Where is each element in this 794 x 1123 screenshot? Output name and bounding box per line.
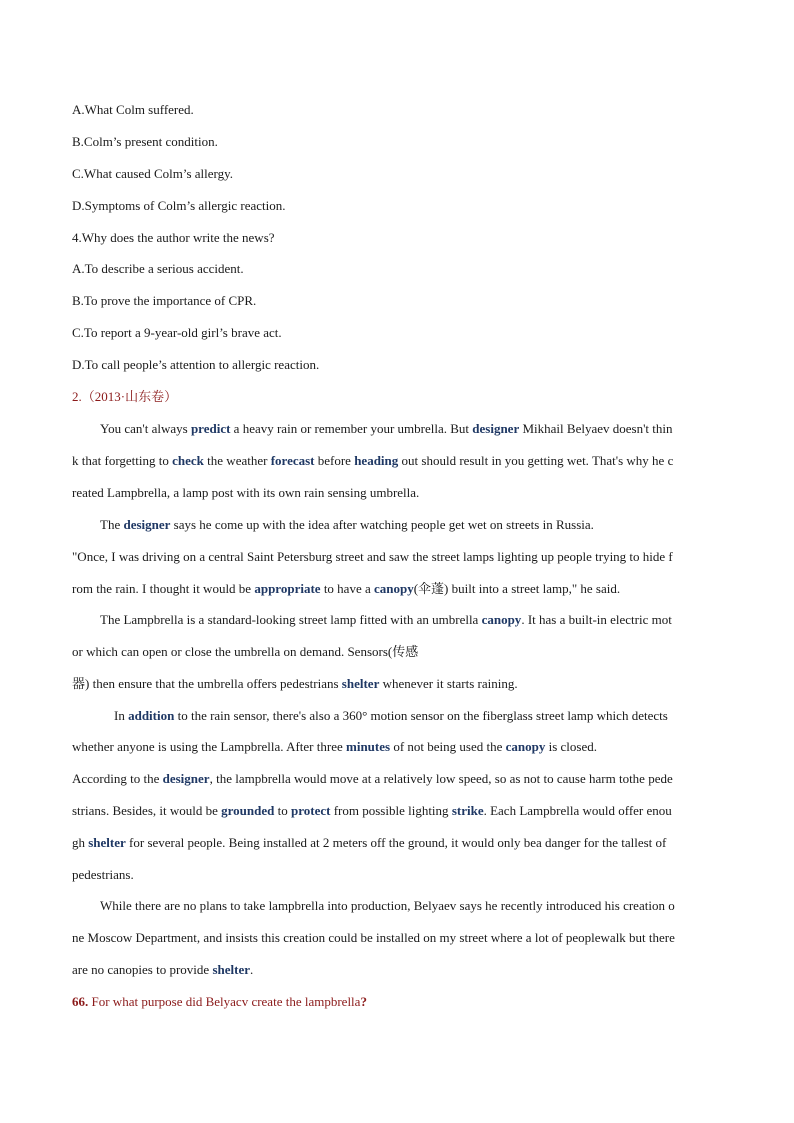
keyword: strike bbox=[451, 803, 484, 818]
q4-option-a: A.To describe a serious accident. bbox=[72, 261, 244, 276]
keyword: predict bbox=[190, 421, 231, 436]
keyword: grounded bbox=[221, 803, 275, 818]
passage-line: While there are no plans to take lampbrella into production, Belyaev says he recently introduced his creation o bbox=[100, 898, 675, 913]
passage-line: 器) then ensure that the umbrella offers pedestrians shelter whenever it starts raining. bbox=[72, 676, 518, 691]
keyword: appropriate bbox=[254, 581, 321, 596]
question-number: 66. bbox=[72, 994, 89, 1009]
passage-line: rom the rain. I thought it would be appropriate to have a canopy(伞蓬) built into a street lamp," he said. bbox=[72, 581, 621, 596]
passage-line: strians. Besides, it would be grounded to protect from possible lighting strike. Each Lampbrella would offer enou bbox=[72, 803, 672, 818]
question-text: For what purpose did Belyacv create the lampbrella bbox=[88, 994, 361, 1009]
question-mark: ? bbox=[360, 994, 367, 1009]
passage-line: are no canopies to provide shelter. bbox=[72, 962, 254, 977]
keyword: shelter bbox=[341, 676, 380, 691]
passage-line: The designer says he come up with the idea after watching people get wet on streets in Russia. bbox=[100, 517, 594, 532]
keyword: protect bbox=[291, 803, 331, 818]
passage-line: "Once, I was driving on a central Saint Petersburg street and saw the street lamps lighting up people trying to hide f bbox=[72, 549, 673, 564]
passage-line: whether anyone is using the Lampbrella. After three minutes of not being used the canopy is closed. bbox=[72, 739, 597, 754]
question-66 bbox=[72, 994, 367, 1010]
keyword: designer bbox=[123, 517, 171, 532]
option-b: B.Colm’s present condition. bbox=[72, 134, 218, 149]
passage-line: In addition to the rain sensor, there's also a 360° motion sensor on the fiberglass street lamp which detects bbox=[114, 708, 668, 723]
option-a: A.What Colm suffered. bbox=[72, 102, 194, 117]
passage-line: You can't always predict a heavy rain or remember your umbrella. But designer Mikhail Belyaev doesn't thin bbox=[100, 421, 673, 436]
keyword: forecast bbox=[270, 453, 315, 468]
keyword: minutes bbox=[346, 739, 391, 754]
keyword: heading bbox=[354, 453, 399, 468]
keyword: addition bbox=[128, 708, 175, 723]
passage-line: According to the designer, the lampbrella would move at a relatively low speed, so as not to cause harm tothe pede bbox=[72, 771, 673, 786]
q4-option-b: B.To prove the importance of CPR. bbox=[72, 293, 257, 308]
passage-line: reated Lampbrella, a lamp post with its own rain sensing umbrella. bbox=[72, 485, 420, 500]
keyword: canopy bbox=[505, 739, 546, 754]
passage-line: ne Moscow Department, and insists this creation could be installed on my street where a lot of peoplewalk but there bbox=[72, 930, 675, 945]
keyword: canopy bbox=[481, 612, 522, 627]
keyword: designer bbox=[162, 771, 210, 786]
keyword: shelter bbox=[212, 962, 250, 977]
passage-line: pedestrians. bbox=[72, 867, 134, 882]
keyword: canopy bbox=[373, 581, 414, 596]
keyword: designer bbox=[472, 421, 520, 436]
q4-option-c: C.To report a 9-year-old girl’s brave act. bbox=[72, 325, 282, 340]
keyword: shelter bbox=[88, 835, 126, 850]
passage-line: or which can open or close the umbrella on demand. Sensors(传感 bbox=[72, 644, 419, 659]
option-d: D.Symptoms of Colm’s allergic reaction. bbox=[72, 198, 286, 213]
keyword: check bbox=[172, 453, 204, 468]
passage-line: gh shelter for several people. Being installed at 2 meters off the ground, it would only bea danger for the tallest of bbox=[72, 835, 667, 850]
passage-line: The Lampbrella is a standard-looking street lamp fitted with an umbrella canopy. It has a built-in electric mot bbox=[100, 612, 672, 627]
question-4-stem: 4.Why does the author write the news? bbox=[72, 230, 275, 245]
option-c: C.What caused Colm’s allergy. bbox=[72, 166, 234, 181]
q4-option-d: D.To call people’s attention to allergic reaction. bbox=[72, 357, 320, 372]
section-heading: 2.（2013·山东卷） bbox=[72, 389, 178, 404]
passage-line: k that forgetting to check the weather forecast before heading out should result in you getting wet. That's why he c bbox=[72, 453, 674, 468]
